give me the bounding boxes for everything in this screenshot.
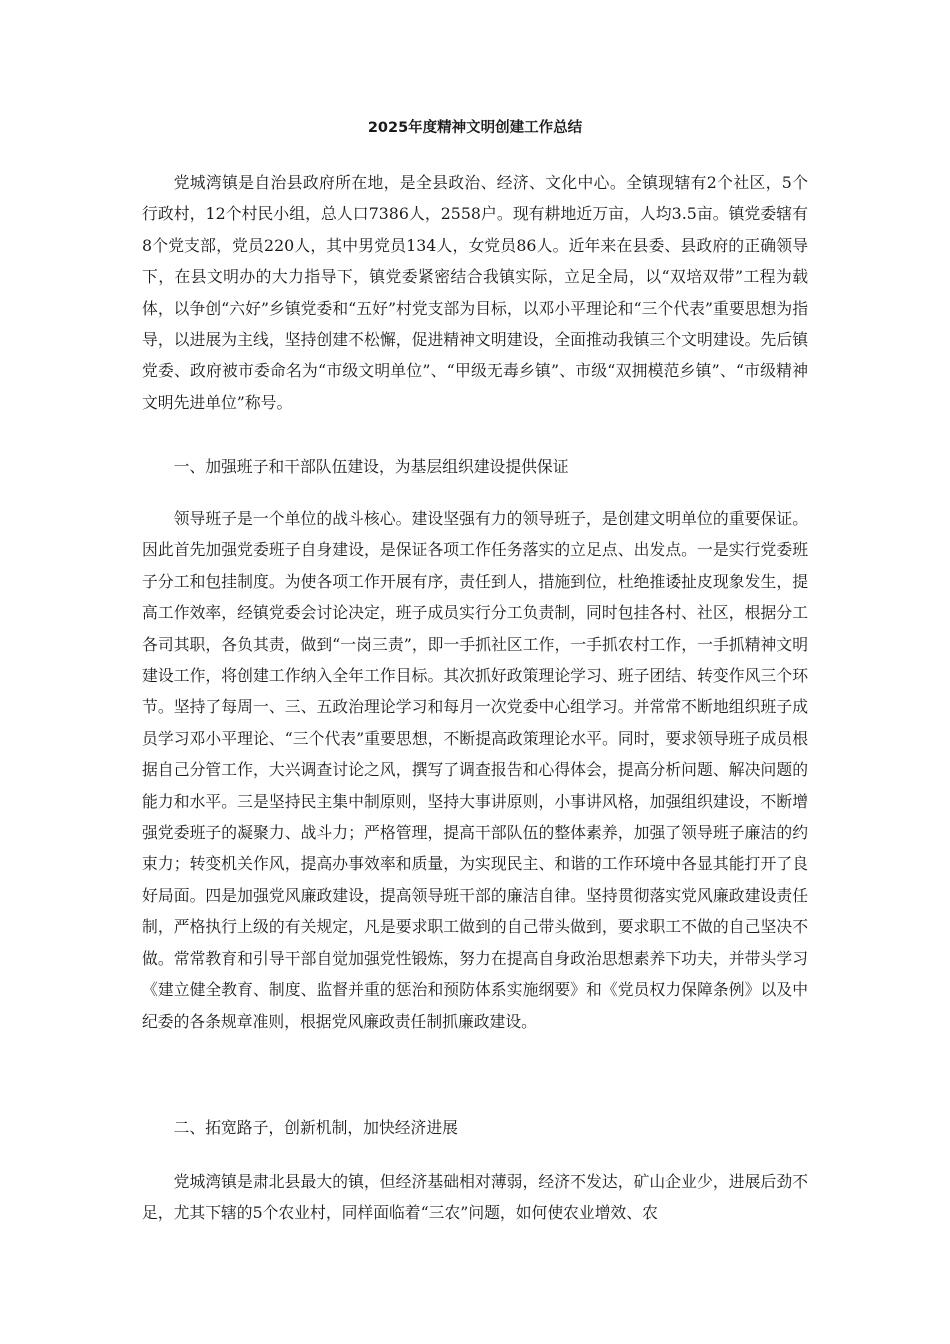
paragraph-section-2: 党城湾镇是肃北县最大的镇，但经济基础相对薄弱，经济不发达，矿山企业少，进展后劲不足，尤其下辖的5个农业村，同样面临着“三农”问题，如何使农业增效、农 <box>142 1172 808 1223</box>
paragraph-intro: 党城湾镇是自治县政府所在地，是全县政治、经济、文化中心。全镇现辖有2个社区，5个行政村，12个村民小组，总人口7386人，2558户。现有耕地近万亩，人均3.5亩。镇党委辖有8个党支部，党员220人，其中男党员134人，女党员86人。近年来在县委、县政府的正确领导下，在县文明办的大力指导下，镇党委紧密结合我镇实际，立足全局，以“双培双带”工程为载体，以争创“六好”乡镇党委和“五好”村党支部为目标，以邓小平理论和“三个代表”重要思想为指导，以进展为主线，坚持创建不松懈，促进精神文明建设，全面推动我镇三个文明建设。先后镇党委、政府被市委命名为“市级文明单位”、“甲级无毒乡镇”、市级“双拥模范乡镇”、“市级精神文明先进单位”称号。 <box>142 173 808 412</box>
section-heading-2: 二、拓宽路子，创新机制，加快经济进展 <box>173 1118 458 1137</box>
document-title: 2025年度精神文明创建工作总结 <box>367 120 583 136</box>
section-heading-1: 一、加强班子和干部队伍建设，为基层组织建设提供保证 <box>173 457 569 476</box>
paragraph-section-1: 领导班子是一个单位的战斗核心。建设坚强有力的领导班子，是创建文明单位的重要保证。因此首先加强党委班子自身建设，是保证各项工作任务落实的立足点、出发点。一是实行党委班子分工和包挂制度。为使各项工作开展有序，责任到人，措施到位，杜绝推诿扯皮现象发生，提高工作效率，经镇党委会讨论决定，班子成员实行分工负责制，同时包挂各村、社区，根据分工各司其职，各负其责，做到“一岗三责”，即一手抓社区工作，一手抓农村工作，一手抓精神文明建设工作，将创建工作纳入全年工作目标。其次抓好政策理论学习、班子团结、转变作风三个环节。坚持了每周一、三、五政治理论学习和每月一次党委中心组学习。并常常不断地组织班子成员学习邓小平理论、“三个代表”重要思想，不断提高政策理论水平。同时，要求领导班子成员根据自己分管工作，大兴调查讨论之风，撰写了调查报告和心得体会，提高分析问题、解决问题的能力和水平。三是坚持民主集中制原则，坚持大事讲原则，小事讲风格，加强组织建设，不断增强党委班子的凝聚力、战斗力；严格管理，提高干部队伍的整体素养，加强了领导班子廉洁的约束力；转变机关作风，提高办事效率和质量，为实现民主、和谐的工作环境中各显其能打开了良好局面。四是加强党风廉政建设，提高领导班干部的廉洁自律。坚持贯彻落实党风廉政建设责任制，严格执行上级的有关规定，凡是要求职工做到的自己带头做到，要求职工不做的自己坚决不做。常常教育和引导干部自觉加强党性锻炼，努力在提高自身政治思想素养下功夫，并带头学习《建立健全教育、制度、监督并重的惩治和预防体系实施纲要》和《党员权力保障条例》以及中纪委的各条规章准则，根据党风廉政责任制抓廉政建设。 <box>142 509 808 1031</box>
